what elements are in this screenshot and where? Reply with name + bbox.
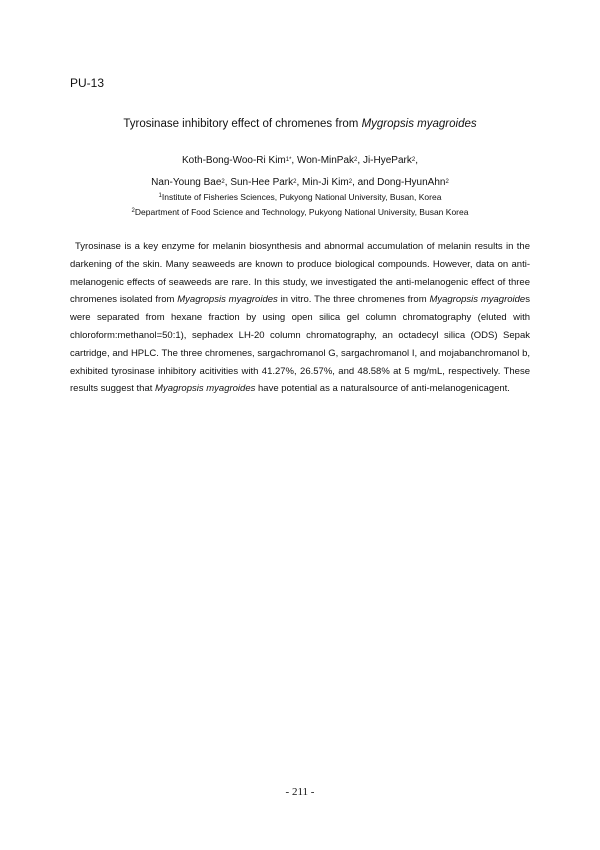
author-affiliation-mark: 2	[411, 157, 416, 163]
affiliation-list	[0, 190, 600, 220]
author-affiliation-mark: 1*	[285, 157, 292, 163]
page-number: - 211 -	[285, 786, 315, 798]
author-name: Nan-Young Bae	[151, 177, 222, 188]
author-list	[0, 150, 600, 194]
author-affiliation-mark: 2	[348, 179, 353, 185]
author-name: Min-Ji Kim	[302, 177, 349, 188]
author-line-1: Koth-Bong-Woo-Ri Kim$^{1*}$, Won-MinPak$^2$, Ji-HyePark$^2$,	[182, 155, 418, 166]
author-name: Dong-HyunAhn	[377, 177, 446, 188]
author-name: Won-MinPak	[296, 155, 355, 166]
author-name: Ji-HyePark	[362, 155, 412, 166]
author-name: Koth-Bong-Woo-Ri Kim	[182, 155, 286, 166]
author-affiliation-mark: 2	[293, 179, 297, 185]
author-affiliation-mark: 2	[445, 179, 449, 185]
session-code: PU-13	[70, 76, 105, 90]
author-line-2: Nan-Young Bae$^2$, Sun-Hee Park$^2$, Min-Ji Kim$^2$, and Dong-HyunAhn$^2$	[151, 177, 449, 188]
affiliation-1: $^1$Institute of Fisheries Sciences, Pukyong National University, Busan, Korea	[158, 192, 442, 202]
author-affiliation-mark: 2	[221, 179, 225, 185]
species-name: Myagropsis myagroides	[177, 294, 278, 306]
abstract-paragraph: Tyrosinase is a key enzyme for melanin biosynthesis and abnormal accumulation of melanin results in the darkening of the skin. Many seaweeds are known to produce biological compounds. However, data on anti-melanogenic effects of seaweeds are rare. In this study, we investigated the anti-melanogenic effect of three chromenes isolated from Myagropsis myagroides in vitro. The three chromenes from Myagropsis myagroides were separated from hexane fraction by using open silica gel column chromatography (eluted with chloroform:methanol=50:1), sephadex LH-20 column chromatography, an octadecyl silica (ODS) Sepak cartridge, and HPLC. The three chromenes, sargachromanol G, sargachromanol I, and mojabanchromanol b, exhibited tyrosinase inhibitory acitivities with 41.27%, 26.57%, and 48.58% at 5 mg/mL, respectively. These results suggest that Myagropsis myagroides have potential as a naturalsource of anti-melanogenicagent.	[70, 241, 530, 395]
species-name: Myagropsis myagroides	[155, 383, 256, 395]
author-name: Sun-Hee Park	[230, 177, 294, 188]
author-affiliation-mark: 2	[354, 157, 358, 163]
paper-title	[0, 118, 600, 130]
species-name: Myagropsis myagroide	[429, 294, 526, 306]
title-text: Tyrosinase inhibitory effect of chromenes from	[123, 118, 362, 130]
title-species: Mygropsis myagroides	[361, 118, 477, 130]
affiliation-2: $^2$Department of Food Science and Technology, Pukyong National University, Busan Korea	[131, 207, 469, 217]
